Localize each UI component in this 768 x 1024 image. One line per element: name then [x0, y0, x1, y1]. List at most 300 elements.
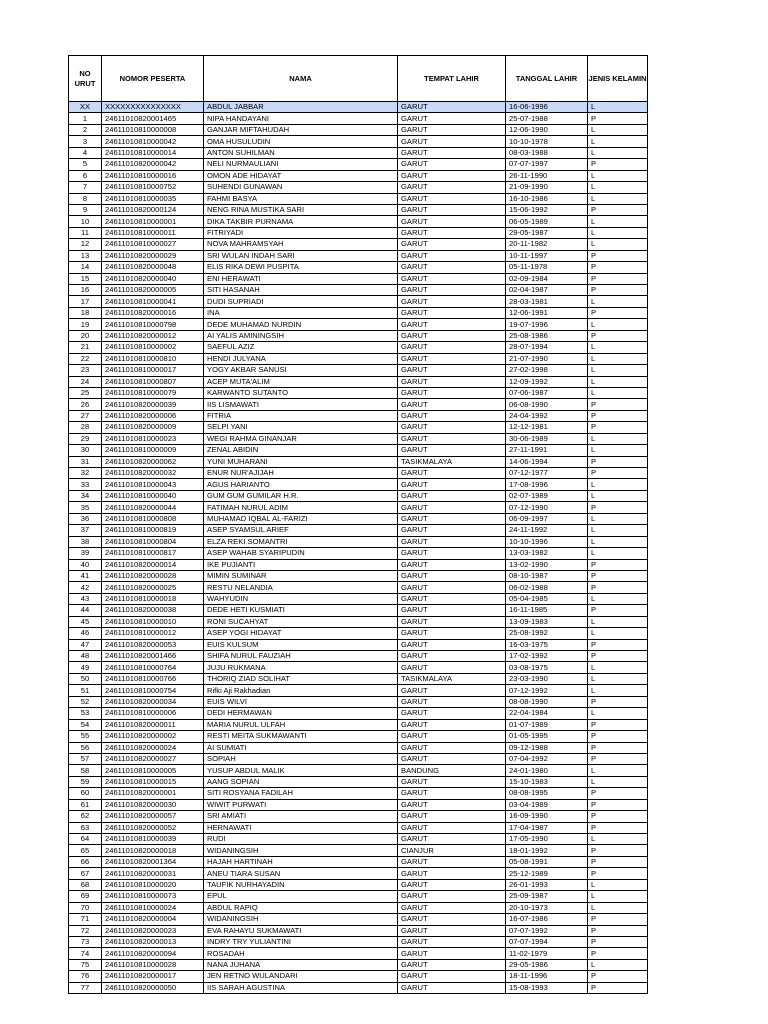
cell-nomor-peserta: 24611010810000017 [102, 365, 204, 376]
cell-no-urut: 65 [69, 845, 102, 856]
cell-tanggal-lahir: 28-07-1994 [506, 342, 588, 353]
cell-tanggal-lahir: 12-12-1981 [506, 422, 588, 433]
cell-no-urut: 31 [69, 456, 102, 467]
cell-nomor-peserta: 24611010810000764 [102, 662, 204, 673]
cell-jenis-kelamin: P [588, 307, 648, 318]
cell-tempat-lahir: GARUT [398, 914, 506, 925]
cell-nama: SOPIAH [204, 753, 398, 764]
cell-no-urut: 42 [69, 582, 102, 593]
cell-tanggal-lahir: 29-05-1987 [506, 227, 588, 238]
cell-nomor-peserta: 24611010820000024 [102, 742, 204, 753]
cell-nama: ASEP SYAMSUL ARIEF [204, 525, 398, 536]
cell-tanggal-lahir: 05-11-1978 [506, 262, 588, 273]
cell-jenis-kelamin: P [588, 456, 648, 467]
cell-no-urut: 28 [69, 422, 102, 433]
cell-jenis-kelamin: L [588, 445, 648, 456]
cell-nama: GUM GUM GUMILAR H.R. [204, 490, 398, 501]
cell-jenis-kelamin: P [588, 639, 648, 650]
cell-no-urut: 70 [69, 902, 102, 913]
cell-tanggal-lahir: 09-12-1988 [506, 742, 588, 753]
cell-tanggal-lahir: 22-04-1984 [506, 708, 588, 719]
cell-tempat-lahir: GARUT [398, 410, 506, 421]
cell-jenis-kelamin: L [588, 776, 648, 787]
cell-tanggal-lahir: 07-07-1997 [506, 159, 588, 170]
cell-tanggal-lahir: 07-06-1987 [506, 387, 588, 398]
cell-nama: DUDI SUPRIADI [204, 296, 398, 307]
cell-tempat-lahir: GARUT [398, 204, 506, 215]
cell-nama: WIDANINGSIH [204, 845, 398, 856]
cell-tempat-lahir: GARUT [398, 662, 506, 673]
cell-tempat-lahir: GARUT [398, 696, 506, 707]
cell-nomor-peserta: 24611010810000819 [102, 525, 204, 536]
cell-nama: RESTU NELANDIA [204, 582, 398, 593]
cell-no-urut: 77 [69, 982, 102, 993]
cell-tanggal-lahir: 21-07-1990 [506, 353, 588, 364]
cell-jenis-kelamin: L [588, 102, 648, 113]
cell-tempat-lahir: GARUT [398, 639, 506, 650]
cell-jenis-kelamin: L [588, 136, 648, 147]
cell-no-urut: 13 [69, 250, 102, 261]
cell-nomor-peserta: 24611010810000012 [102, 628, 204, 639]
cell-nomor-peserta: 24611010810000804 [102, 536, 204, 547]
cell-jenis-kelamin: L [588, 593, 648, 604]
cell-tempat-lahir: GARUT [398, 731, 506, 742]
cell-jenis-kelamin: L [588, 685, 648, 696]
cell-tempat-lahir: GARUT [398, 250, 506, 261]
table-row [69, 651, 648, 662]
cell-nomor-peserta: 24611010820000042 [102, 159, 204, 170]
cell-tanggal-lahir: 16-09-1990 [506, 811, 588, 822]
cell-no-urut: 75 [69, 959, 102, 970]
cell-nama: SRI AMIATI [204, 811, 398, 822]
cell-tempat-lahir: GARUT [398, 708, 506, 719]
cell-tempat-lahir: GARUT [398, 262, 506, 273]
cell-nomor-peserta: 24611010820001364 [102, 856, 204, 867]
table-row [69, 262, 648, 273]
cell-tanggal-lahir: 07-12-1992 [506, 685, 588, 696]
cell-jenis-kelamin: L [588, 433, 648, 444]
table-row [69, 845, 648, 856]
table-row [69, 605, 648, 616]
cell-nomor-peserta: 24611010820000023 [102, 925, 204, 936]
cell-jenis-kelamin: P [588, 719, 648, 730]
table-row [69, 113, 648, 124]
cell-tempat-lahir: GARUT [398, 753, 506, 764]
cell-tempat-lahir: GARUT [398, 536, 506, 547]
cell-jenis-kelamin: L [588, 319, 648, 330]
cell-no-urut: 17 [69, 296, 102, 307]
cell-jenis-kelamin: P [588, 113, 648, 124]
cell-tempat-lahir: GARUT [398, 307, 506, 318]
cell-nomor-peserta: 24611010820000032 [102, 468, 204, 479]
cell-tanggal-lahir: 25-07-1988 [506, 113, 588, 124]
cell-jenis-kelamin: P [588, 262, 648, 273]
cell-no-urut: 10 [69, 216, 102, 227]
cell-no-urut: 43 [69, 593, 102, 604]
cell-nomor-peserta: 24611010810000002 [102, 342, 204, 353]
cell-nama: JEN RETNO WULANDARI [204, 971, 398, 982]
table-row [69, 387, 648, 398]
table-row [69, 765, 648, 776]
cell-nomor-peserta: 24611010810000011 [102, 227, 204, 238]
cell-nomor-peserta: 24611010820000094 [102, 948, 204, 959]
cell-tanggal-lahir: 07-07-1992 [506, 925, 588, 936]
table-row [69, 330, 648, 341]
table-row [69, 673, 648, 684]
cell-no-urut: 2 [69, 124, 102, 135]
cell-tanggal-lahir: 10-10-1978 [506, 136, 588, 147]
cell-jenis-kelamin: L [588, 124, 648, 135]
cell-tempat-lahir: GARUT [398, 468, 506, 479]
cell-tanggal-lahir: 06-05-1989 [506, 216, 588, 227]
cell-tanggal-lahir: 28-03-1981 [506, 296, 588, 307]
cell-nomor-peserta: 24611010820000004 [102, 914, 204, 925]
table-row [69, 822, 648, 833]
cell-nama: ENI HERAWATI [204, 273, 398, 284]
cell-nomor-peserta: 24611010820000005 [102, 285, 204, 296]
cell-tempat-lahir: GARUT [398, 559, 506, 570]
table-row [69, 353, 648, 364]
cell-nama: IKE PUJIANTI [204, 559, 398, 570]
cell-nama: NIPA HANDAYANI [204, 113, 398, 124]
cell-tanggal-lahir: 02-04-1987 [506, 285, 588, 296]
cell-nama: NELI NURMAULIANI [204, 159, 398, 170]
table-row [69, 628, 648, 639]
cell-tempat-lahir: GARUT [398, 296, 506, 307]
cell-tempat-lahir: GARUT [398, 868, 506, 879]
cell-tempat-lahir: GARUT [398, 925, 506, 936]
table-row [69, 273, 648, 284]
cell-no-urut: 50 [69, 673, 102, 684]
cell-nama: DEDE MUHAMAD NURDIN [204, 319, 398, 330]
cell-tempat-lahir: GARUT [398, 605, 506, 616]
table-row [69, 376, 648, 387]
cell-nama: FITRIYADI [204, 227, 398, 238]
table-row [69, 570, 648, 581]
cell-tempat-lahir: GARUT [398, 719, 506, 730]
cell-tempat-lahir: TASIKMALAYA [398, 456, 506, 467]
cell-jenis-kelamin: L [588, 227, 648, 238]
cell-nomor-peserta: 24611010810000808 [102, 513, 204, 524]
cell-jenis-kelamin: L [588, 216, 648, 227]
cell-jenis-kelamin: P [588, 285, 648, 296]
cell-no-urut: 23 [69, 365, 102, 376]
cell-tempat-lahir: GARUT [398, 502, 506, 513]
cell-no-urut: 16 [69, 285, 102, 296]
cell-tanggal-lahir: 16-07-1986 [506, 914, 588, 925]
cell-tempat-lahir: GARUT [398, 811, 506, 822]
cell-tanggal-lahir: 19-07-1996 [506, 319, 588, 330]
participant-table [68, 55, 648, 994]
table-row [69, 868, 648, 879]
cell-no-urut: 44 [69, 605, 102, 616]
cell-tempat-lahir: GARUT [398, 319, 506, 330]
cell-tanggal-lahir: 29-05-1986 [506, 959, 588, 970]
cell-no-urut: 9 [69, 204, 102, 215]
cell-jenis-kelamin: L [588, 834, 648, 845]
cell-nama: ANTON SUHILMAN [204, 147, 398, 158]
cell-jenis-kelamin: L [588, 879, 648, 890]
cell-nama: HAJAH HARTINAH [204, 856, 398, 867]
cell-tanggal-lahir: 07-12-1990 [506, 502, 588, 513]
table-row [69, 696, 648, 707]
cell-nomor-peserta: 24611010810000043 [102, 479, 204, 490]
cell-nomor-peserta: 24611010810000035 [102, 193, 204, 204]
cell-jenis-kelamin: P [588, 605, 648, 616]
cell-tanggal-lahir: 10-11-1997 [506, 250, 588, 261]
cell-jenis-kelamin: P [588, 731, 648, 742]
cell-nomor-peserta: 24611010810000008 [102, 124, 204, 135]
cell-jenis-kelamin: P [588, 559, 648, 570]
cell-nama: SELPI YANI [204, 422, 398, 433]
table-row [69, 719, 648, 730]
cell-no-urut: 11 [69, 227, 102, 238]
cell-jenis-kelamin: P [588, 422, 648, 433]
cell-nama: ACEP MUTA'ALIM [204, 376, 398, 387]
cell-nama: HERNAWATI [204, 822, 398, 833]
cell-nama: JUJU RUKMANA [204, 662, 398, 673]
cell-nama: RONI SUCAHYAT [204, 616, 398, 627]
cell-tanggal-lahir: 26-11-1990 [506, 170, 588, 181]
cell-nomor-peserta: 24611010820001465 [102, 113, 204, 124]
table-row [69, 616, 648, 627]
cell-nama: HENDI JULYANA [204, 353, 398, 364]
cell-tanggal-lahir: 17-04-1987 [506, 822, 588, 833]
cell-tanggal-lahir: 21-09-1990 [506, 182, 588, 193]
table-row [69, 959, 648, 970]
cell-no-urut: 8 [69, 193, 102, 204]
cell-tanggal-lahir: 16-03-1975 [506, 639, 588, 650]
participant-sheet [68, 55, 647, 994]
cell-tempat-lahir: GARUT [398, 330, 506, 341]
cell-tanggal-lahir: 18-11-1996 [506, 971, 588, 982]
cell-jenis-kelamin: P [588, 856, 648, 867]
cell-tanggal-lahir: 15-10-1983 [506, 776, 588, 787]
cell-no-urut: 57 [69, 753, 102, 764]
cell-nama: OMON ADE HIDAYAT [204, 170, 398, 181]
cell-tempat-lahir: TASIKMALAYA [398, 673, 506, 684]
cell-jenis-kelamin: P [588, 742, 648, 753]
cell-tempat-lahir: GARUT [398, 285, 506, 296]
table-row [69, 193, 648, 204]
cell-nama: ASEP YOGI HIDAYAT [204, 628, 398, 639]
table-row [69, 342, 648, 353]
cell-no-urut: 4 [69, 147, 102, 158]
cell-tanggal-lahir: 07-04-1992 [506, 753, 588, 764]
cell-tanggal-lahir: 25-08-1992 [506, 628, 588, 639]
cell-no-urut: 41 [69, 570, 102, 581]
table-row [69, 742, 648, 753]
cell-jenis-kelamin: L [588, 296, 648, 307]
cell-tempat-lahir: GARUT [398, 685, 506, 696]
cell-jenis-kelamin: P [588, 811, 648, 822]
cell-nomor-peserta: 24611010820000038 [102, 605, 204, 616]
cell-no-urut: 18 [69, 307, 102, 318]
cell-nama: ASEP WAHAB SYARIPUDIN [204, 548, 398, 559]
cell-tanggal-lahir: 07-12-1977 [506, 468, 588, 479]
cell-tempat-lahir: GARUT [398, 891, 506, 902]
table-row [69, 227, 648, 238]
cell-tanggal-lahir: 01-07-1989 [506, 719, 588, 730]
cell-nomor-peserta: 24611010810000754 [102, 685, 204, 696]
cell-jenis-kelamin: L [588, 353, 648, 364]
cell-nama: SITI HASANAH [204, 285, 398, 296]
table-row [69, 124, 648, 135]
cell-nomor-peserta: 24611010810000014 [102, 147, 204, 158]
table-row [69, 856, 648, 867]
cell-nama: YOGY AKBAR SANUSI [204, 365, 398, 376]
table-row [69, 479, 648, 490]
cell-tempat-lahir: GARUT [398, 182, 506, 193]
cell-no-urut: 29 [69, 433, 102, 444]
cell-tempat-lahir: GARUT [398, 273, 506, 284]
header-tempat-lahir: TEMPAT LAHIR [398, 56, 506, 102]
cell-nama: FAHMI BASYA [204, 193, 398, 204]
cell-nama: ZENAL ABIDIN [204, 445, 398, 456]
table-row [69, 182, 648, 193]
cell-tanggal-lahir: 03-04-1989 [506, 799, 588, 810]
cell-nomor-peserta: 24611010820000053 [102, 639, 204, 650]
cell-jenis-kelamin: P [588, 330, 648, 341]
cell-tempat-lahir: GARUT [398, 936, 506, 947]
table-row [69, 582, 648, 593]
cell-nomor-peserta: 24611010820000050 [102, 982, 204, 993]
cell-nomor-peserta: 24611010820000044 [102, 502, 204, 513]
cell-no-urut: 67 [69, 868, 102, 879]
table-row [69, 204, 648, 215]
cell-nomor-peserta: 24611010820000016 [102, 307, 204, 318]
cell-jenis-kelamin: L [588, 513, 648, 524]
table-row [69, 914, 648, 925]
cell-tempat-lahir: GARUT [398, 788, 506, 799]
cell-nomor-peserta: 24611010810000015 [102, 776, 204, 787]
cell-no-urut: 36 [69, 513, 102, 524]
cell-nomor-peserta: 24611010810000018 [102, 593, 204, 604]
cell-nomor-peserta: 24611010810000041 [102, 296, 204, 307]
cell-no-urut: 32 [69, 468, 102, 479]
cell-tempat-lahir: GARUT [398, 548, 506, 559]
cell-tempat-lahir: GARUT [398, 170, 506, 181]
cell-tanggal-lahir: 15-08-1993 [506, 982, 588, 993]
cell-tanggal-lahir: 25-09-1987 [506, 891, 588, 902]
cell-no-urut: 48 [69, 651, 102, 662]
cell-nomor-peserta: 24611010810000817 [102, 548, 204, 559]
table-row [69, 776, 648, 787]
cell-nomor-peserta: 24611010820000057 [102, 811, 204, 822]
cell-no-urut: 61 [69, 799, 102, 810]
cell-jenis-kelamin: L [588, 182, 648, 193]
header-no-urut: NO URUT [69, 56, 102, 102]
cell-nomor-peserta: 24611010810000020 [102, 879, 204, 890]
cell-tanggal-lahir: 08-10-1987 [506, 570, 588, 581]
cell-tanggal-lahir: 08-03-1988 [506, 147, 588, 158]
cell-tanggal-lahir: 24-11-1992 [506, 525, 588, 536]
cell-jenis-kelamin: L [588, 628, 648, 639]
table-row [69, 170, 648, 181]
cell-nomor-peserta: 24611010820000009 [102, 422, 204, 433]
cell-no-urut: 56 [69, 742, 102, 753]
cell-nomor-peserta: 24611010820000031 [102, 868, 204, 879]
cell-nomor-peserta: 24611010820000011 [102, 719, 204, 730]
cell-jenis-kelamin: L [588, 193, 648, 204]
cell-tempat-lahir: GARUT [398, 399, 506, 410]
cell-no-urut: 7 [69, 182, 102, 193]
table-row [69, 296, 648, 307]
cell-jenis-kelamin: L [588, 891, 648, 902]
cell-no-urut: 74 [69, 948, 102, 959]
cell-nomor-peserta: 24611010810000001 [102, 216, 204, 227]
cell-tanggal-lahir: 16-06-1996 [506, 102, 588, 113]
cell-tanggal-lahir: 02-09-1984 [506, 273, 588, 284]
cell-nomor-peserta: 24611010810000028 [102, 959, 204, 970]
table-row [69, 662, 648, 673]
cell-no-urut: 22 [69, 353, 102, 364]
table-row [69, 548, 648, 559]
table-row [69, 731, 648, 742]
table-row [69, 433, 648, 444]
cell-nama: DIKA TAKBIR PURNAMA [204, 216, 398, 227]
cell-no-urut: 49 [69, 662, 102, 673]
cell-tempat-lahir: GARUT [398, 982, 506, 993]
cell-tempat-lahir: GARUT [398, 856, 506, 867]
cell-nomor-peserta: 24611010820000039 [102, 399, 204, 410]
cell-jenis-kelamin: L [588, 959, 648, 970]
table-row [69, 513, 648, 524]
table-row [69, 525, 648, 536]
cell-tempat-lahir: GARUT [398, 799, 506, 810]
cell-nama: AGUS HARIANTO [204, 479, 398, 490]
cell-nama: AANG SOPIAN [204, 776, 398, 787]
cell-tempat-lahir: GARUT [398, 445, 506, 456]
cell-jenis-kelamin: P [588, 399, 648, 410]
cell-tempat-lahir: GARUT [398, 113, 506, 124]
cell-nomor-peserta: XXXXXXXXXXXXXXX [102, 102, 204, 113]
cell-nama: WIWIT PURWATI [204, 799, 398, 810]
cell-nama: EUIS WILVI [204, 696, 398, 707]
table-row [69, 708, 648, 719]
cell-nama: Rifki Aji Rakhadian [204, 685, 398, 696]
cell-tempat-lahir: GARUT [398, 948, 506, 959]
cell-no-urut: 73 [69, 936, 102, 947]
cell-tanggal-lahir: 16-10-1986 [506, 193, 588, 204]
cell-no-urut: 3 [69, 136, 102, 147]
cell-no-urut: 47 [69, 639, 102, 650]
cell-nama: EVA RAHAYU SUKMAWATI [204, 925, 398, 936]
table-row [69, 159, 648, 170]
header-jenis-kelamin: JENIS KELAMIN [588, 56, 648, 102]
cell-jenis-kelamin: P [588, 410, 648, 421]
table-row [69, 216, 648, 227]
cell-tempat-lahir: GARUT [398, 628, 506, 639]
cell-jenis-kelamin: P [588, 925, 648, 936]
cell-no-urut: 63 [69, 822, 102, 833]
cell-tanggal-lahir: 11-02-1979 [506, 948, 588, 959]
table-row [69, 982, 648, 993]
cell-nama: SUHENDI GUNAWAN [204, 182, 398, 193]
header-row [69, 56, 648, 102]
table-row [69, 948, 648, 959]
cell-jenis-kelamin: L [588, 616, 648, 627]
cell-nomor-peserta: 24611010810000023 [102, 433, 204, 444]
cell-tanggal-lahir: 25-08-1986 [506, 330, 588, 341]
cell-jenis-kelamin: P [588, 971, 648, 982]
table-row [69, 639, 648, 650]
cell-nama: FATIMAH NURUL ADIM [204, 502, 398, 513]
cell-nama: INDRY TRY YULIANTINI [204, 936, 398, 947]
cell-tempat-lahir: GARUT [398, 147, 506, 158]
cell-tanggal-lahir: 17-05-1990 [506, 834, 588, 845]
cell-jenis-kelamin: L [588, 662, 648, 673]
